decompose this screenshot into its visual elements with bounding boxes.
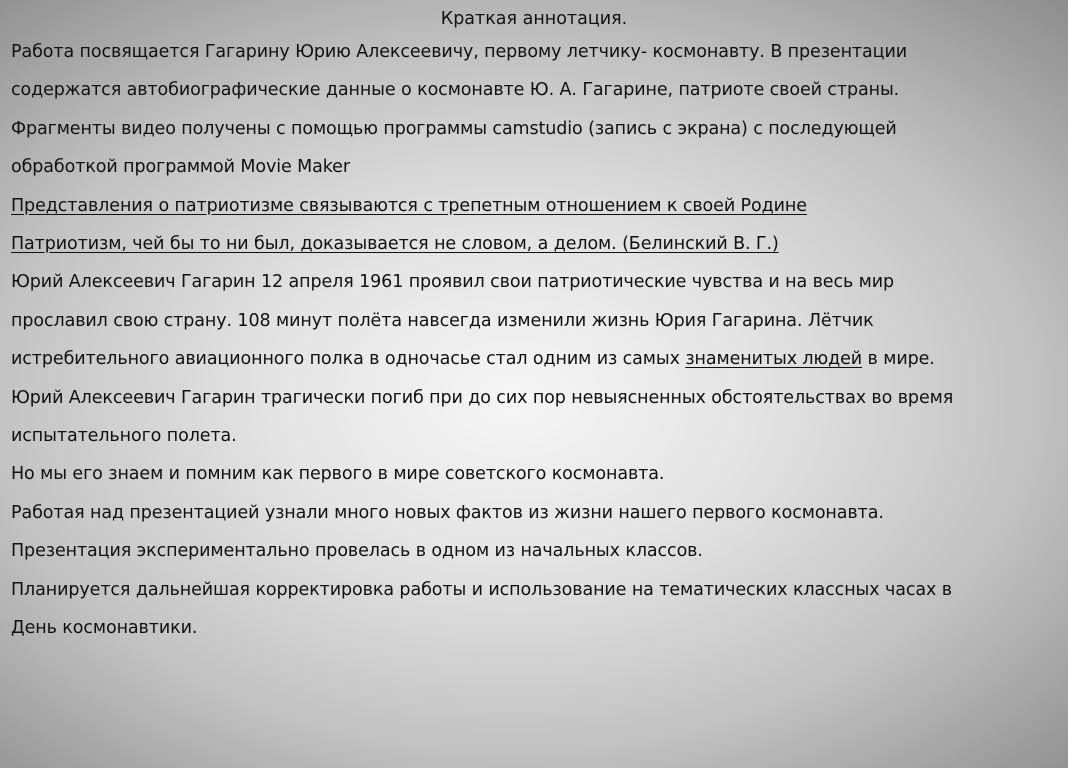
text-line-16: День космонавтики. [11,618,198,639]
text-line-15: Планируется дальнейшая корректировка работы и использование на тематических классных часах в [11,579,952,600]
slide-title: Краткая аннотация. [440,9,628,29]
belinsky-quote-line: Патриотизм, чей бы то ни был, доказывается не словом, а делом. (Белинский В. Г.) [11,234,779,255]
text-line-12: Но мы его знаем и помним как первого в мире советского космонавта. [11,464,665,485]
text-line-9-before: истребительного авиационного полка в одночасье стал одним из самых [11,349,686,370]
text-line-13: Работая над презентацией узнали много новых фактов из жизни нашего первого космонавта. [11,502,884,523]
text-line-14: Презентация экспериментально провелась в одном из начальных классов. [11,541,703,562]
text-line-9 [11,340,1061,378]
text-line-7: Юрий Алексеевич Гагарин 12 апреля 1961 проявил свои патриотические чувства и на весь мир [11,272,895,293]
annotation-text [11,33,1061,648]
text-line-4: обработкой программой Movie Maker [11,157,350,178]
text-line-9-after: в мире. [862,349,935,370]
text-line-3: Фрагменты видео получены с помощью программы camstudio (запись с экрана) с последующей [11,118,897,139]
text-line-1: Работа посвящается Гагарину Юрию Алексеевичу, первому летчику- космонавту. В презентации [11,42,907,62]
text-line-8: прославил свою страну. 108 минут полёта навсегда изменили жизнь Юрия Гагарина. Лётчик [11,310,874,331]
text-line-11: испытательного полета. [11,426,237,447]
text-line-10: Юрий Алексеевич Гагарин трагически погиб при до сих пор невыясненных обстоятельствах во время [11,387,954,408]
famous-people-link[interactable]: знаменитых людей [685,349,863,370]
patriotism-definition-line: Представления о патриотизме связываются с трепетным отношением к своей Родине [11,195,807,216]
text-line-2: содержатся автобиографические данные о космонавте Ю. А. Гагарине, патриоте своей страны. [11,80,900,101]
